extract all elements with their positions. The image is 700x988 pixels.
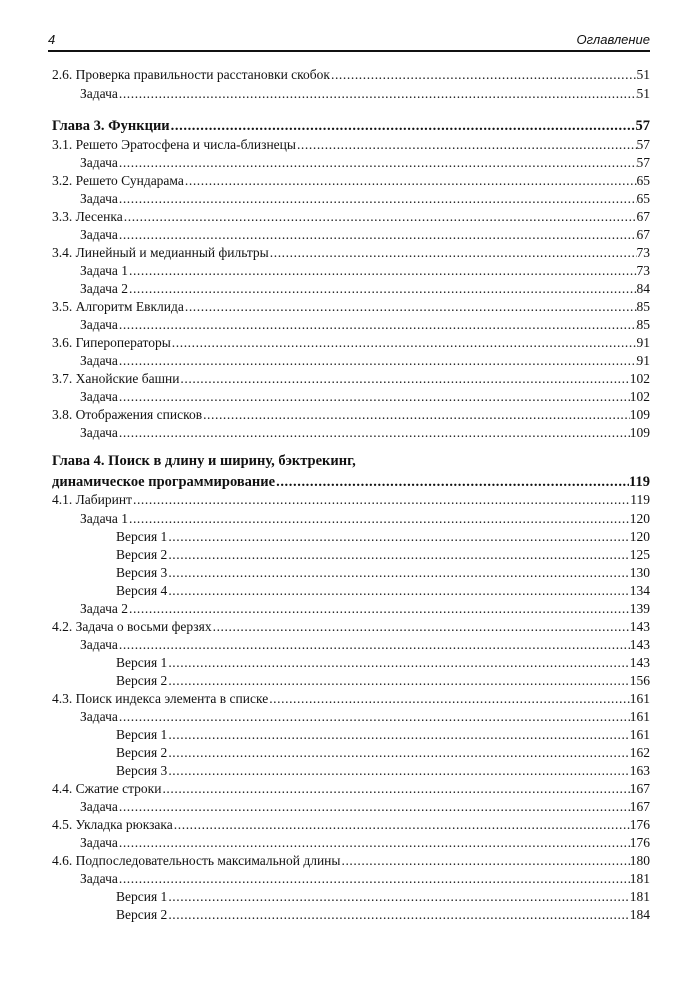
toc-entry[interactable]: 4.2. Задача о восьми ферзях ..... 143 <box>52 617 650 635</box>
toc-entry[interactable]: 4.4. Сжатие строки ..... 167 <box>52 779 650 797</box>
toc-entry[interactable]: Версия 3 ..... 130 <box>116 563 650 581</box>
toc-entry[interactable]: Версия 3 ..... 163 <box>116 761 650 779</box>
toc-entry[interactable]: Версия 1 ..... 143 <box>116 653 650 671</box>
toc-chapter-3[interactable]: Глава 3. Функции ..... 57 <box>52 116 650 134</box>
toc-entry[interactable]: Версия 2 ..... 156 <box>116 671 650 689</box>
toc-chapter-4[interactable]: динамическое программирование ..... 119 <box>52 472 650 490</box>
toc-entry[interactable]: Задача ..... 143 <box>80 635 650 653</box>
toc-entry[interactable]: 4.1. Лабиринт ..... 119 <box>52 490 650 508</box>
toc-entry[interactable]: 4.5. Укладка рюкзака ..... 176 <box>52 815 650 833</box>
running-header <box>48 30 650 52</box>
toc-entry[interactable]: 3.6. Гипероператоры ..... 91 <box>52 333 650 351</box>
toc-entry[interactable]: Задача 2 ..... 139 <box>80 599 650 617</box>
toc-entry[interactable]: Задача 1 ..... 120 <box>80 509 650 527</box>
toc-entry[interactable]: 3.3. Лесенка ..... 67 <box>52 207 650 225</box>
toc-entry[interactable]: Задача ..... 181 <box>80 869 650 887</box>
toc-entry[interactable]: Версия 4 ..... 134 <box>116 581 650 599</box>
running-title: Оглавление <box>576 32 650 47</box>
toc-entry[interactable]: Задача ..... 65 <box>80 189 650 207</box>
toc-entry[interactable]: Задача ..... 57 <box>80 153 650 171</box>
page-number: 4 <box>48 32 56 47</box>
toc-entry[interactable]: 3.7. Ханойские башни ..... 102 <box>52 369 650 387</box>
toc-entry[interactable]: Версия 1 ..... 161 <box>116 725 650 743</box>
toc-entry[interactable]: 3.1. Решето Эратосфена и числа-близнецы ..... 57 <box>52 135 650 153</box>
toc-entry[interactable]: Задача 1 ..... 73 <box>80 261 650 279</box>
toc-entry[interactable]: 3.8. Отображения списков ..... 109 <box>52 405 650 423</box>
toc-entry[interactable]: Задача ..... 85 <box>80 315 650 333</box>
toc-chapter-4-title[interactable]: Глава 4. Поиск в длину и ширину, бэктрекинг, <box>52 453 356 469</box>
toc-entry[interactable]: Версия 2 ..... 184 <box>116 905 650 923</box>
toc-entry[interactable]: 4.3. Поиск индекса элемента в списке ..... 161 <box>52 689 650 707</box>
toc-entry[interactable]: Версия 2 ..... 125 <box>116 545 650 563</box>
toc-entry[interactable]: Версия 1 ..... 120 <box>116 527 650 545</box>
toc-entry[interactable]: Задача ..... 161 <box>80 707 650 725</box>
toc-entry[interactable]: Задача ..... 176 <box>80 833 650 851</box>
toc-entry[interactable]: Задача ..... 167 <box>80 797 650 815</box>
toc-entry[interactable]: Версия 1 ..... 181 <box>116 887 650 905</box>
toc-entry[interactable]: 2.6. Проверка правильности расстановки скобок ..... 51 <box>52 65 650 83</box>
toc-entry[interactable]: 4.6. Подпоследовательность максимальной длины ..... 180 <box>52 851 650 869</box>
toc-entry[interactable]: Задача ..... 109 <box>80 423 650 441</box>
toc-entry[interactable]: 3.2. Решето Сундарама ..... 65 <box>52 171 650 189</box>
toc-entry[interactable]: Задача ..... 91 <box>80 351 650 369</box>
toc-entry[interactable]: Задача ..... 51 <box>80 84 650 102</box>
toc-entry[interactable]: Версия 2 ..... 162 <box>116 743 650 761</box>
toc-entry[interactable]: Задача ..... 67 <box>80 225 650 243</box>
toc-entry[interactable]: Задача 2 ..... 84 <box>80 279 650 297</box>
toc-entry[interactable]: Задача ..... 102 <box>80 387 650 405</box>
toc-entry[interactable]: 3.5. Алгоритм Евклида ..... 85 <box>52 297 650 315</box>
toc-entry[interactable]: 3.4. Линейный и медианный фильтры ..... 73 <box>52 243 650 261</box>
